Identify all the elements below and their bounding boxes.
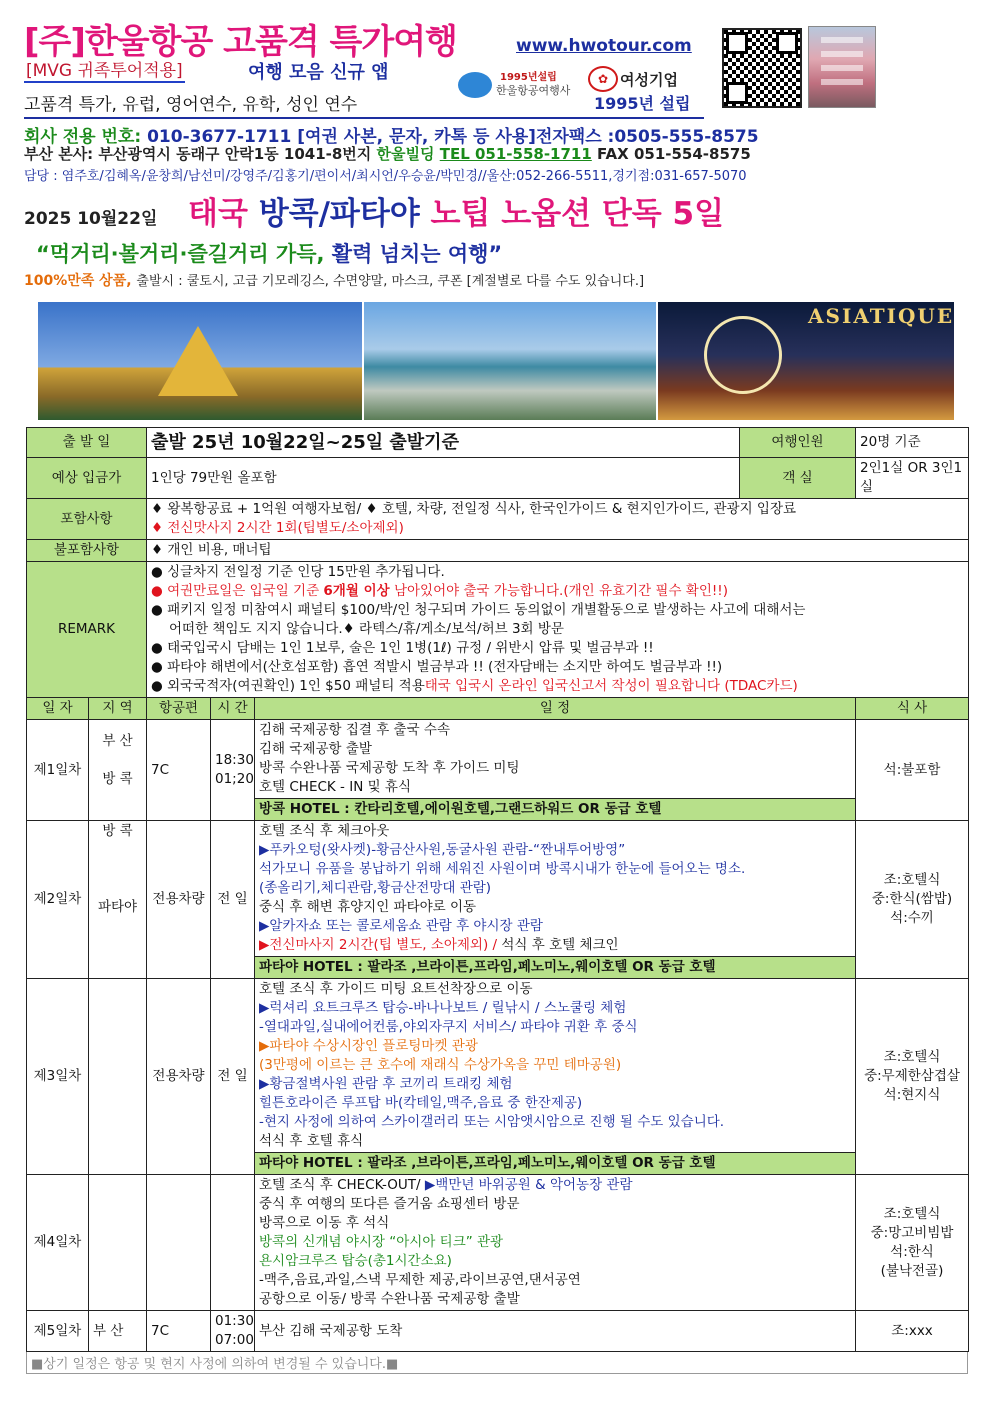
excluded-label: 불포함사항 — [27, 540, 147, 562]
plan-line: 호텔 조식 후 체크아웃 — [259, 823, 390, 839]
address-line — [24, 143, 751, 164]
tour-slogan — [36, 238, 502, 268]
slogan-part1: “먹거리·볼거리·즐길거리 가득, — [36, 242, 332, 266]
plan-massage: ▶전신마사지 2시간(팁 별도, 소아제외) / — [259, 937, 498, 953]
room-label: 객 실 — [740, 458, 856, 499]
plan-line: 힐튼호라이즌 루프탑 바(칵테일,맥주,음료 중 한잔제공) — [259, 1095, 583, 1111]
depart-label: 출 발 일 — [27, 428, 147, 458]
remark-line — [151, 677, 964, 696]
plan-line: 김해 국제공항 집결 후 출국 수속 — [259, 722, 450, 738]
window-stripe — [821, 51, 863, 57]
day-time — [211, 1311, 255, 1352]
price-value: 1인당 79만원 올포함 — [147, 458, 740, 499]
table-row — [27, 979, 969, 1153]
asiatique-sign: ASIATIQUE — [808, 304, 955, 328]
service-subtitle: 고품격 특가, 유럽, 영어연수, 유학, 성인 연수 — [24, 90, 704, 119]
logo-established: 1995년설립 — [500, 72, 557, 83]
day-label: 제4일차 — [27, 1175, 89, 1311]
day-region — [89, 1175, 147, 1311]
plan-line: 공항으로 이동/ 방콕 수완나품 국제공항 출발 — [259, 1291, 520, 1307]
fax-number: FAX 051-554-8575 — [591, 145, 751, 163]
day-label: 제2일차 — [27, 821, 89, 979]
tel-number[interactable]: TEL 051-558-1711 — [439, 145, 592, 163]
day-plan — [255, 720, 856, 799]
day-label: 제1일차 — [27, 720, 89, 821]
tour-title-country: 태국 — [188, 196, 259, 232]
plan-line: ▶푸카오텅(왓사켓)-황금산사원,동굴사원 관람-“짠내투어방영” — [259, 842, 626, 858]
plan-text: 호텔 조식 후 CHECK-OUT/ — [259, 1177, 425, 1193]
remark-line — [151, 582, 964, 601]
plan-line: 석가모니 유품을 봉납하기 위해 세워진 사원이며 방콕시내가 한눈에 들어오는 명소. — [259, 861, 746, 877]
plan-line: (3만평에 이르는 큰 호수에 재래식 수상가옥을 꾸민 테마공원) — [259, 1057, 622, 1073]
people-label: 여행인원 — [740, 428, 856, 458]
remark-text: ● 외국국적자(여권확인) 1인 $50 패널티 적용 — [151, 678, 425, 694]
room-value: 2인1실 OR 3인1실 — [856, 458, 969, 499]
day-region: 부 산 — [89, 1311, 147, 1352]
meal-lunch: 중:무제한삼겹살 — [864, 1068, 960, 1084]
remark-items — [147, 562, 969, 698]
table-row — [27, 1175, 969, 1311]
day-flight — [147, 1175, 211, 1311]
slogan-part2: 활력 넘치는 여행” — [331, 242, 503, 266]
day-flight: 전용차량 — [147, 979, 211, 1175]
day-plan — [255, 1175, 856, 1311]
staff-line: 담당 : 염주호/김혜옥/윤창희/남선미/강영주/김홍기/편이서/최시언/우승윤/박민경//울산:052-266-5511,경기점:031-657-5070 — [24, 169, 747, 184]
ferris-wheel-icon — [704, 316, 782, 394]
day-region — [89, 979, 147, 1175]
plan-line: 욘시암크루즈 탑승(총1시간소요) — [259, 1253, 452, 1269]
plan-line: 방콕으로 이동 후 석식 — [259, 1215, 390, 1231]
asiatique-photo — [658, 302, 954, 420]
day-flight: 7C — [147, 1311, 211, 1352]
tour-features — [24, 270, 644, 290]
region-to: 파타야 — [97, 899, 138, 915]
phone-note: [여권 사본, 문자, 카톡 등 사용] — [291, 127, 536, 147]
table-row — [27, 720, 969, 799]
tour-date: 2025 10월22일 — [24, 209, 158, 229]
tour-title-cities: 방콕/파타야 — [258, 196, 420, 232]
photo-strip — [38, 302, 954, 420]
stupa-shape — [158, 326, 238, 396]
meal-breakfast: 조:호텔식 — [883, 1205, 941, 1222]
plan-line: 방콕 수완나품 국제공항 도착 후 가이드 미팅 — [259, 760, 520, 776]
plan-text: 석식 후 호텔 체크인 — [497, 937, 619, 953]
region-from: 부 산 — [102, 733, 133, 749]
remark-tdac: 태국 입국시 온라인 입국신고서 작성이 필요합니다 (TDAC카드) — [424, 678, 798, 694]
day-plan — [255, 979, 856, 1153]
meal-breakfast: 조:호텔식 — [883, 1049, 941, 1065]
plan-line: -열대과일,실내에어컨룸,야외자쿠지 서비스/ 파타야 귀환 후 중식 — [259, 1019, 638, 1035]
day-region — [89, 821, 147, 979]
plan-line — [259, 936, 851, 955]
included-massage: ♦ 전신맛사지 2시간 1회(팁별도/소아제외) — [151, 520, 404, 536]
established-year: 1995년 설립 — [594, 94, 691, 113]
day-hotel: 방콕 HOTEL : 칸타리호텔,에이원호텔,그랜드하워드 OR 동급 호텔 — [255, 799, 856, 821]
remark-line: ● 파타야 해변에서(산호섬포함) 흡연 적발시 벌금부과 !! (전자담배는 소지만 하여도 벌금부과 !!) — [151, 659, 723, 675]
time-arrive: 07:00 — [215, 1332, 254, 1348]
col-flight: 항공편 — [147, 698, 211, 720]
plan-line: 김해 국제공항 출발 — [259, 741, 372, 757]
price-label: 예상 입금가 — [27, 458, 147, 499]
meal-dinner-detail: (불낙전골) — [880, 1262, 944, 1279]
region-from: 방 콕 — [102, 823, 133, 839]
meal-lunch: 중:망고비빔밥 — [870, 1224, 954, 1241]
time-arrive: 01;20 — [215, 771, 254, 787]
day-label: 제3일차 — [27, 979, 89, 1175]
plan-line: (종올리기,체디관람,황금산전망대 관람) — [259, 880, 492, 896]
tour-title — [188, 188, 724, 233]
day-time: 전 일 — [211, 821, 255, 979]
table-row — [27, 1311, 969, 1352]
day-time — [211, 1175, 255, 1311]
col-time: 시 간 — [211, 698, 255, 720]
efax: 전자팩스 :0505-555-8575 — [535, 127, 759, 147]
plan-line: 호텔 조식 후 가이드 미팅 요트선착장으로 이동 — [259, 981, 533, 997]
plan-line: 석식 후 호텔 휴식 — [259, 1133, 364, 1149]
day-label: 제5일차 — [27, 1311, 89, 1352]
col-plan: 일 정 — [255, 698, 856, 720]
day-meal: 조:xxx — [856, 1311, 969, 1352]
qr-finder-icon — [726, 32, 748, 54]
remark-line: ● 태국입국시 담배는 1인 1보루, 술은 1인 1병(1ℓ) 규정 / 위반시 압류 및 벌금부과 !! — [151, 640, 654, 656]
plan-line: ▶알카자쇼 또는 콜로세움쇼 관람 후 야시장 관람 — [259, 918, 543, 934]
remark-line: ● 패키지 일정 미참여시 패널티 $100/박/인 청구되며 가이드 동의없이 개별활동으로 발생하는 사고에 대해서는 — [151, 602, 806, 618]
mvg-badge: [MVG 귀족투어적용] — [24, 56, 185, 83]
plan-line: 호텔 CHECK - IN 및 휴식 — [259, 779, 411, 795]
remark-label: REMARK — [27, 562, 147, 698]
window-stripe — [821, 37, 863, 43]
day-hotel: 파타야 HOTEL : 팔라조 ,브라이튼,프라임,페노미노,웨이호텔 OR 동급 호텔 — [255, 1153, 856, 1175]
window-stripe — [821, 65, 863, 71]
excluded-items: ♦ 개인 비용, 매너팁 — [147, 540, 969, 562]
region-to: 방 콕 — [102, 771, 133, 787]
remark-emphasis: 6개월 이상 — [323, 583, 390, 599]
included-items — [147, 499, 969, 540]
day-flight: 전용차량 — [147, 821, 211, 979]
plan-line: 중식 후 여행의 또다른 즐거움 쇼핑센터 방문 — [259, 1196, 520, 1212]
day-meal: 석:불포함 — [856, 720, 969, 821]
company-title: [주]한울항공 고품격 특가여행 — [24, 22, 457, 62]
included-line: ♦ 왕복항공료 + 1억원 여행자보험/ ♦ 호텔, 차량, 전일정 식사, 한국인가이드 & 현지인가이드, 관광지 입장료 — [151, 501, 797, 517]
table-row — [27, 821, 969, 957]
qr-finder-icon — [776, 32, 798, 54]
pattaya-beach-photo — [364, 302, 656, 420]
plan-line: 방콕의 신개념 야시장 “아시아 티크” 관광 — [259, 1234, 504, 1250]
day-meal — [856, 821, 969, 979]
feature-highlight: 100%만족 상품, — [24, 273, 137, 289]
plan-line: ▶파타야 수상시장인 플로팅마켓 관광 — [259, 1038, 478, 1054]
phone-number[interactable]: 010-3677-1711 — [147, 127, 292, 147]
window-stripe — [821, 79, 863, 85]
included-label: 포함사항 — [27, 499, 147, 540]
footer-note: ■상기 일정은 항공 및 현지 사정에 의하여 변경될 수 있습니다.■ — [26, 1352, 968, 1374]
plan-text: ▶백만년 바위공원 & 악어농장 관람 — [424, 1177, 633, 1193]
day-time — [211, 720, 255, 821]
women-business-logo — [588, 66, 698, 92]
plan-line — [259, 1176, 851, 1195]
qr-finder-icon — [726, 82, 748, 104]
logo-name: 한울항공여행사 — [496, 84, 571, 97]
day-flight: 7C — [147, 720, 211, 821]
building-name: 한울빌딩 — [376, 145, 435, 163]
day-plan: 부산 김해 국제공항 도착 — [255, 1311, 856, 1352]
women-business-label: 여성기업 — [620, 71, 678, 89]
depart-value: 출발 25년 10월22일~25일 출발기준 — [147, 428, 740, 458]
building-photo — [808, 26, 876, 108]
col-day: 일 자 — [27, 698, 89, 720]
remark-line: 어떠한 책임도 지지 않습니다.♦ 라텍스/휴/게소/보석/허브 3회 방문 — [169, 621, 564, 637]
itinerary-table — [26, 427, 969, 1352]
feature-gifts: 출발시 : 쿨토시, 고급 기모레깅스, 수면양말, 마스크, 쿠폰 [계절별로 다를 수도 있습니다.] — [136, 274, 645, 289]
day-meal — [856, 1175, 969, 1311]
app-tagline: 여행 모음 신규 앱 — [248, 62, 389, 83]
day-time: 전 일 — [211, 979, 255, 1175]
time-depart: 01:30 — [215, 1313, 254, 1329]
plan-line: ▶황금절벽사원 관람 후 코끼리 트래킹 체험 — [259, 1076, 513, 1092]
golden-mount-photo — [38, 302, 362, 420]
plan-line: -현지 사정에 의하여 스카이갤러리 또는 시암앳시암으로 진행 될 수도 있습니다. — [259, 1114, 725, 1130]
remark-line: ● 싱글차지 전일정 기준 인당 15만원 추가됩니다. — [151, 564, 445, 580]
meal-dinner: 석:한식 — [890, 1243, 934, 1260]
website-link[interactable]: www.hwotour.com — [516, 36, 692, 56]
day-plan — [255, 821, 856, 957]
remark-text: 남아있어야 출국 가능합니다.(개인 유효기간 필수 확인!!) — [389, 583, 728, 599]
meal-lunch: 중:한식(쌈밥) — [871, 891, 953, 907]
meal-breakfast: 조:호텔식 — [883, 872, 941, 888]
people-value: 20명 기준 — [856, 428, 969, 458]
plan-line: ▶럭셔리 요트크루즈 탑승-바나나보트 / 릴낚시 / 스노쿨링 체험 — [259, 1000, 627, 1016]
col-region: 지 역 — [89, 698, 147, 720]
phone-label: 회사 전용 번호: — [24, 127, 148, 147]
day-hotel: 파타야 HOTEL : 팔라조 ,브라이튼,프라임,페노미노,웨이호텔 OR 동급 호텔 — [255, 957, 856, 979]
plan-line: -맥주,음료,과일,스낵 무제한 제공,라이브공연,댄서공연 — [259, 1272, 581, 1288]
remark-text: ● 여권만료일은 입국일 기준 — [151, 583, 324, 599]
tour-title-rest: 노팁 노옵션 단독 5일 — [419, 196, 725, 232]
time-depart: 18:30 — [215, 752, 254, 768]
emblem-icon: ✿ — [588, 66, 618, 92]
col-meal: 식 사 — [856, 698, 969, 720]
plan-line: 중식 후 해변 휴양지인 파타야로 이동 — [259, 899, 477, 915]
day-meal — [856, 979, 969, 1175]
address: 부산 본사: 부산광역시 동래구 안락1동 1041-8번지 — [24, 145, 377, 163]
day-region — [89, 720, 147, 821]
meal-dinner: 석:수끼 — [890, 910, 934, 926]
qr-code-icon[interactable] — [722, 28, 802, 108]
meal-dinner: 석:현지식 — [883, 1087, 941, 1103]
